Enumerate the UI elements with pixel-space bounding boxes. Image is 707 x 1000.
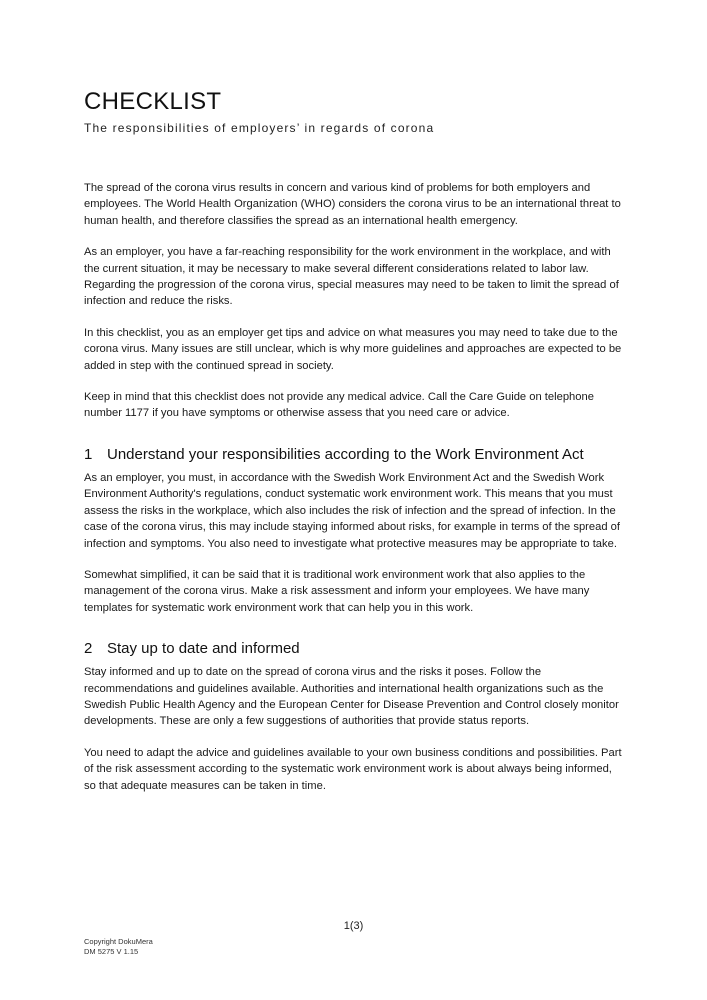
- section-heading-1: [84, 445, 624, 465]
- intro-paragraph: In this checklist, you as an employer get tips and advice on what measures you may need to take due to the corona virus. Many issues are still unclear, which is why more guidelines and approaches are expected to be added in step with the continued spread in society.: [84, 326, 622, 372]
- section-heading-2: [84, 639, 624, 659]
- intro-paragraph: The spread of the corona virus results in concern and various kind of problems for both employers and employees. The World Health Organization (WHO) considers the corona virus to be an international threat to human health, and therefore classifies the spread as an international health emergency.: [84, 182, 621, 227]
- intro-paragraph: Keep in mind that this checklist does not provide any medical advice. Call the Care Guide on telephone number 1177 if you have symptoms or otherwise assess that you need care or advice.: [84, 391, 594, 420]
- footer: [84, 937, 153, 957]
- page-number: 1(3): [343, 920, 364, 932]
- document-body: [84, 180, 624, 809]
- footer-copyright: Copyright DokuMera: [84, 937, 153, 946]
- section-number: 2: [84, 640, 93, 658]
- section-heading-text: Understand your responsibilities according to the Work Environment Act: [107, 445, 584, 463]
- footer-doc-id: DM 5275 V 1.15: [84, 947, 139, 956]
- section-number: 1: [84, 445, 93, 463]
- section-paragraph: Somewhat simplified, it can be said that it is traditional work environment work that also applies to the management of the corona virus. Make a risk assessment and inform your employees. We have many templates for systematic work environment work that can help you in this work.: [84, 568, 590, 614]
- document-title: CHECKLIST: [84, 88, 222, 115]
- section-paragraph: You need to adapt the advice and guidelines available to your own business conditions and possibilities. Part of the risk assessment according to the systematic work environment work is about always being informed, so that adequate measures can be taken in time.: [84, 746, 622, 792]
- document-subtitle: The responsibilities of employers’ in regards of corona: [84, 121, 435, 135]
- section-paragraph: As an employer, you must, in accordance with the Swedish Work Environment Act and the Swedish Work Environment Authority's regulations, conduct systematic work environment work. This means that you must assess the risks in the workplace, which also includes the risk of infection and the spread of infection. In the case of the corona virus, this may include staying informed about risks, for example in terms of the spread of infection and symptoms. You also need to investigate what protective measures may be appropriate to take.: [84, 471, 621, 550]
- section-paragraph: Stay informed and up to date on the spread of corona virus and the risks it poses. Follow the recommendations and guidelines available. Authorities and international health organizations such as the Swedish Public Health Agency and the European Center for Disease Prevention and Control closely monitor developments. These are only a few suggestions of authorities that provide status reports.: [84, 666, 619, 728]
- section-heading-text: Stay up to date and informed: [107, 640, 300, 658]
- intro-paragraph: As an employer, you have a far-reaching responsibility for the work environment in the workplace, and with the current situation, it may be necessary to make several different considerations related to labor law. Regarding the progression of the corona virus, special measures may need to be taken to limit the spread of infection and reduce the risks.: [84, 246, 619, 308]
